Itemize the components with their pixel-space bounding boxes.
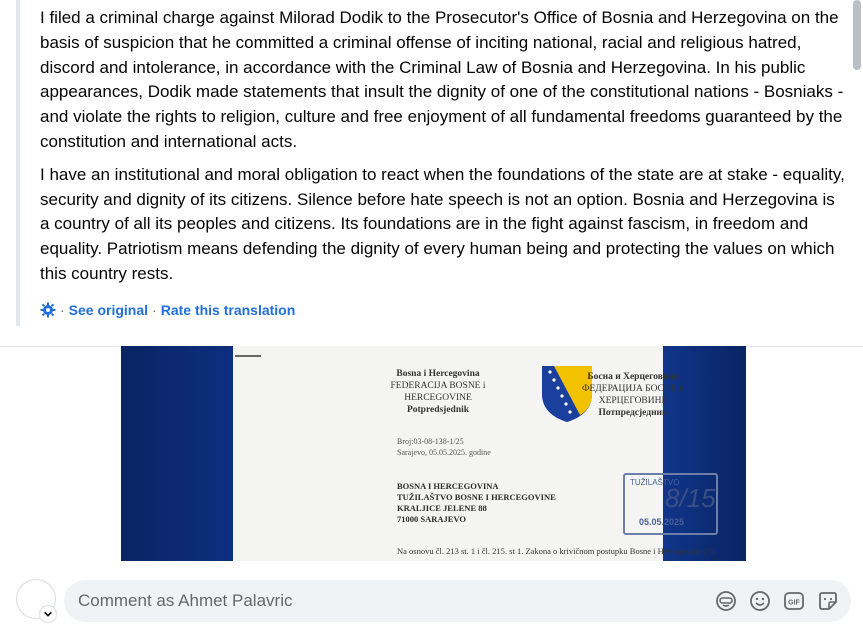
comment-tools [715,590,839,612]
header-right-line: ФЕДЕРАЦИЈА БОСНЕ и [582,384,684,394]
header-right-line: Босна и Херцеговина [587,372,679,382]
emoji-icon[interactable] [749,590,771,612]
header-right-line: ХЕРЦЕГОВИНЕ [598,396,668,406]
header-left-line: HERCEGOVINE [404,393,472,403]
header-left-line: Bosna i Hercegovina [396,369,480,379]
gear-icon [40,302,56,318]
comment-composer [0,562,863,641]
scrollbar[interactable] [853,0,861,70]
header-right-line: Потпредсједник [598,408,668,418]
post-paragraph-2: I have an institutional and moral obligation to react when the foundations of the state are at stake - equality, security and dignity of its citizens. Silence before hate speech is not an option. Bosnia and Herzegovina is a country of all its peoples and citizens. Its foundations are in the fight against fascism, in freedom and equality. Patriotism means defending the dignity of every human being and protecting the values on which this country rests. [40,164,845,283]
recipient-line: TUŽILAŠTVO BOSNE I HERCEGOVINE [397,492,556,502]
stamp-label: TUŽILAŠTVO [630,478,680,487]
separator-dot: · [152,302,157,318]
separator-dot: · [60,302,65,318]
chevron-down-icon[interactable] [39,605,57,623]
document-body-text: Na osnovu čl. 213 st. 1 i čl. 215. st 1. Zakona o krivičnom postupku Bosne i Hercegovine ("Sl. [397,546,719,556]
document-reference [397,436,491,458]
post-image[interactable] [121,346,746,561]
document-recipient [397,481,556,525]
reference-number: Broj:03-08-138-1/25 [397,437,464,446]
document-photo [233,346,719,561]
post-paragraph-1: I filed a criminal charge against Milorad Dodik to the Prosecutor's Office of Bosnia and Herzegovina on the basis of suspicion that he committed a criminal offense of inciting national, racial and religious hatred, discord and intolerance, in accordance with the Criminal Law of Bosnia and Herzegovina. In his public appearances, Dodik made statements that insult the dignity of one of the constitutional nations - Bosniaks - and violate the rights to religion, culture and free enjoyment of all fundamental freedoms guaranteed by the constitution and international acts. [40,8,844,151]
stamp-date: 05.05.2025 [639,517,685,527]
recipient-line: 71000 SARAJEVO [397,514,467,524]
see-original-link[interactable]: See original [68,302,149,318]
reference-date: Sarajevo, 05.05.2025. godine [397,448,491,457]
header-left-line: FEDERACIJA BOSNE i [390,381,486,391]
post-translated-text [16,0,855,326]
received-stamp [623,473,718,535]
comment-input[interactable] [78,580,698,622]
document-mark [235,355,261,357]
image-background-left [121,346,233,561]
recipient-line: KRALJICE JELENE 88 [397,503,487,513]
document-header-left [373,368,503,416]
rate-translation-link[interactable]: Rate this translation [160,302,296,318]
stamp-signature: 8/15 [665,483,716,513]
document-header-right [568,371,698,419]
header-left-line: Potpredsjednik [406,405,470,415]
gif-icon[interactable] [783,590,805,612]
sticker-icon[interactable] [817,590,839,612]
gif-label: GIF [788,599,800,607]
recipient-line: BOSNA I HERCEGOVINA [397,481,499,491]
translation-controls [40,302,295,318]
avatar-sticker-icon[interactable] [715,590,737,612]
comment-box [64,580,851,622]
